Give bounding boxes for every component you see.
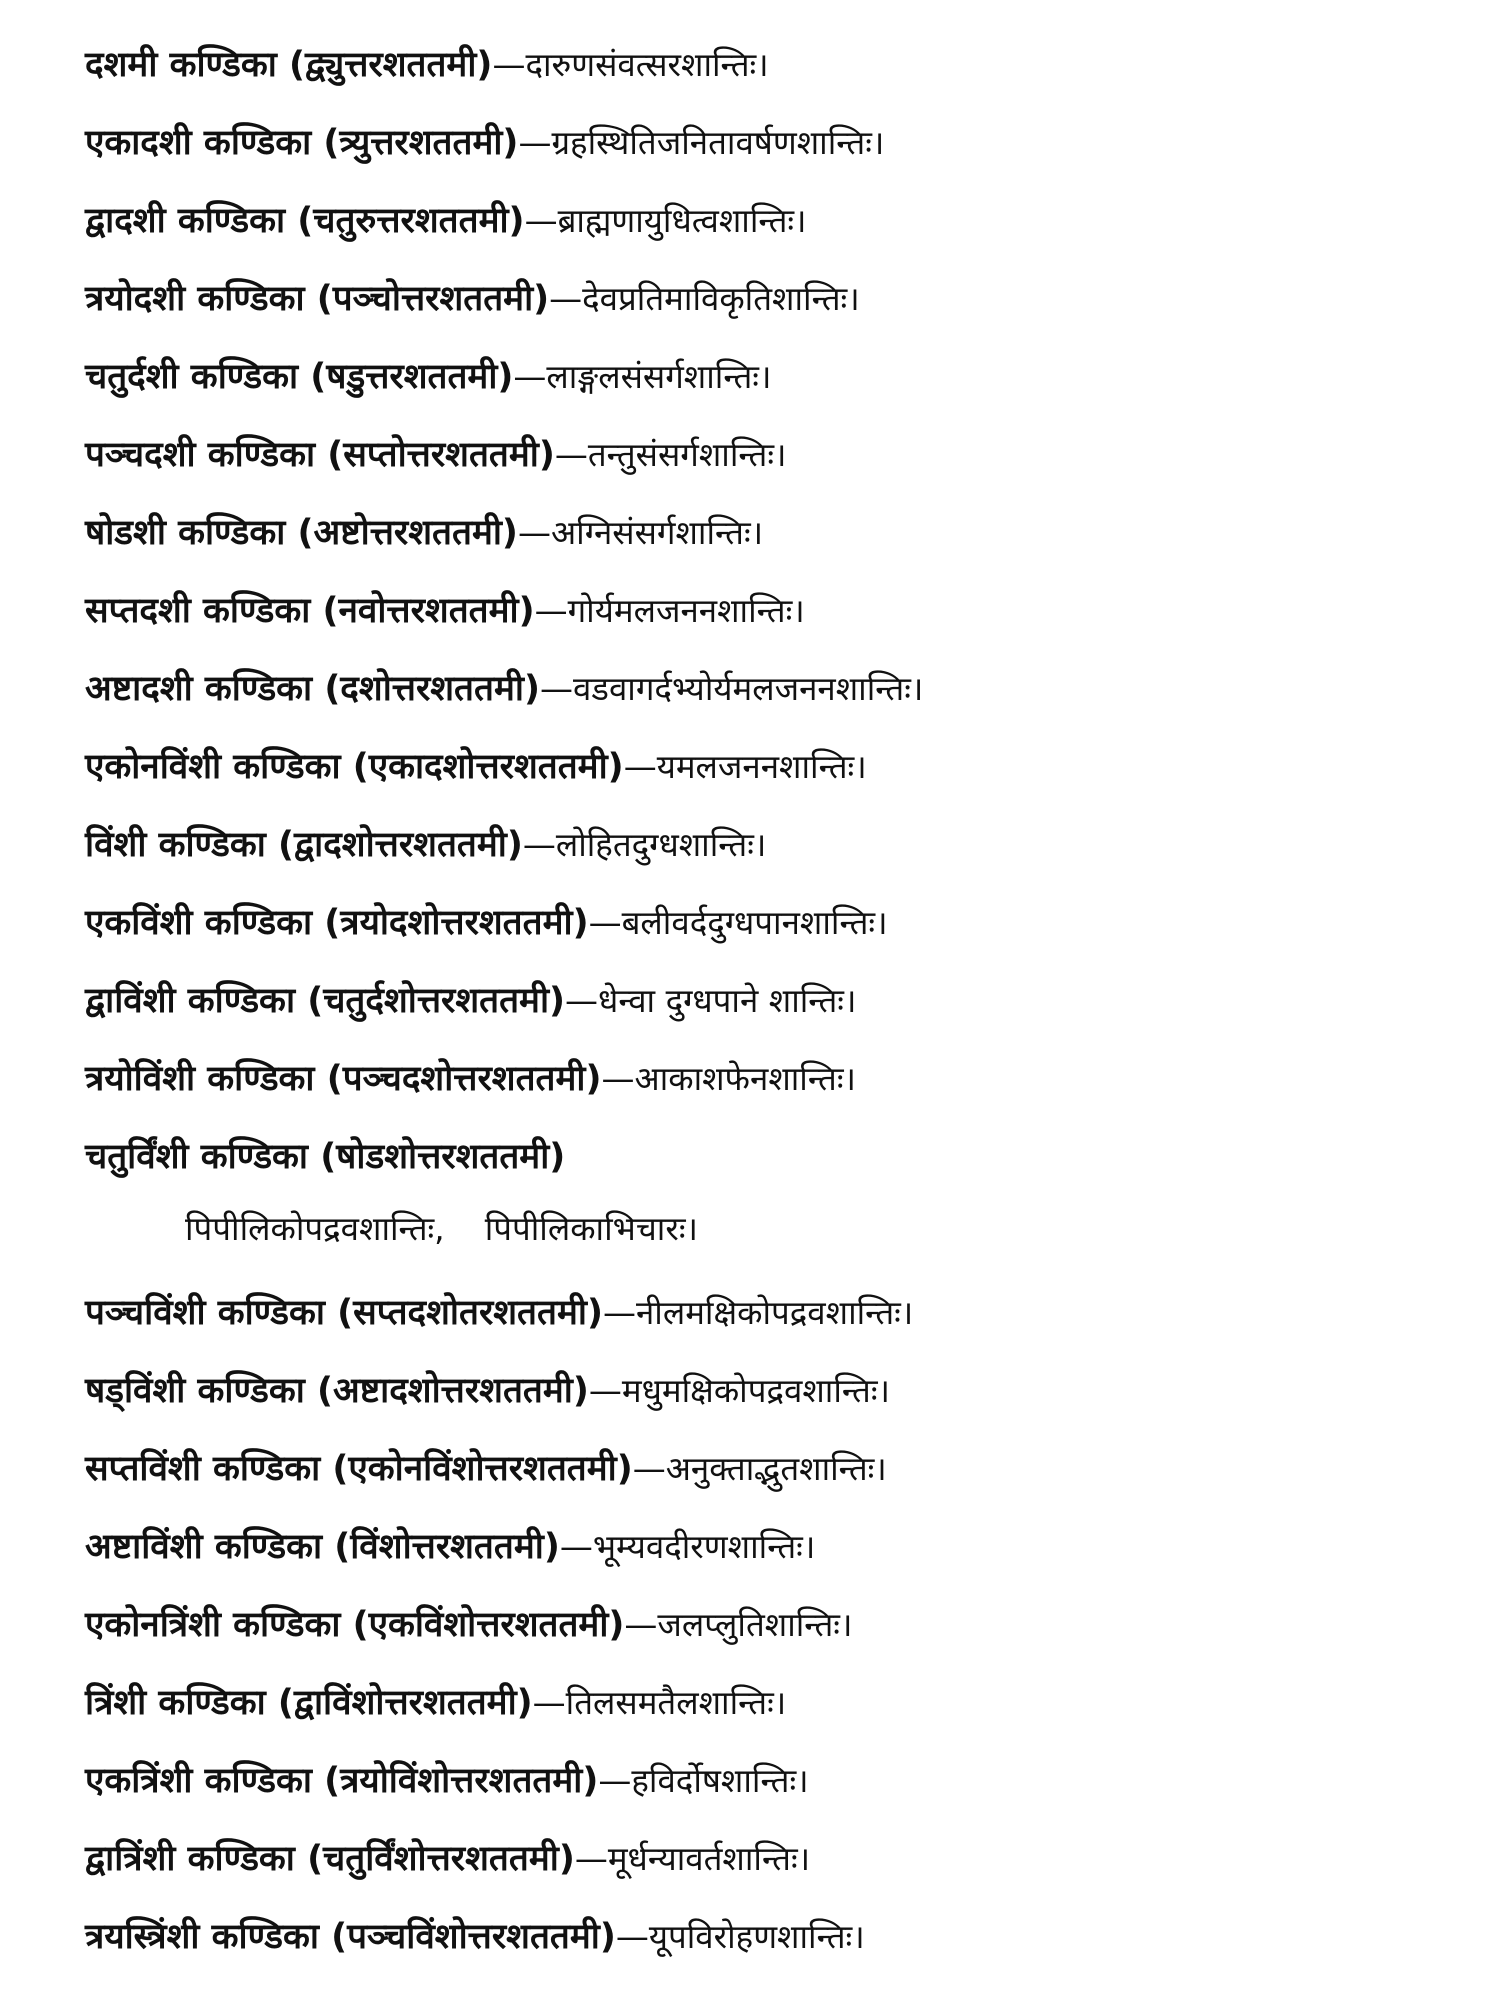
dash-separator: —: [554, 435, 588, 474]
kandika-heading: [85, 1839, 575, 1879]
kandika-number: (द्वाविंशोत्तरशततमी): [277, 1683, 533, 1723]
shanti-description: ब्राह्मणायुधित्वशान्तिः।: [557, 201, 807, 240]
dash-separator: —: [518, 123, 552, 162]
dash-separator: —: [517, 513, 551, 552]
dash-separator: —: [549, 279, 583, 318]
kandika-number: (त्रयोदशोत्तरशततमी): [324, 903, 589, 943]
kandika-heading: [85, 1605, 624, 1645]
kandika-name: षोडशी कण्डिका: [85, 513, 286, 553]
kandika-heading: [85, 201, 525, 241]
kandika-number: (एकविंशोत्तरशततमी): [352, 1605, 625, 1645]
dash-separator: —: [588, 1371, 622, 1410]
kandika-heading: [85, 1371, 589, 1411]
kandika-heading: [85, 123, 518, 163]
shanti-description: दारुणसंवत्सरशान्तिः।: [525, 45, 769, 84]
kandika-entry: [85, 1836, 810, 1882]
kandika-entry: [85, 510, 763, 556]
kandika-heading: [85, 1137, 565, 1177]
shanti-description: लाङ्गलसंसर्गशान्तिः।: [546, 357, 772, 396]
kandika-name: द्वात्रिंशी कण्डिका: [85, 1839, 295, 1879]
kandika-entry: [85, 1758, 809, 1804]
dash-separator: —: [539, 669, 573, 708]
kandika-entry: [85, 666, 923, 712]
kandika-name: त्रयस्त्रिंशी कण्डिका: [85, 1917, 319, 1957]
kandika-number: (त्रयोविंशोत्तरशततमी): [324, 1761, 599, 1801]
kandika-entry: [85, 432, 787, 478]
shanti-description: अनुक्ताद्भुतशान्तिः।: [665, 1449, 887, 1488]
dash-separator: —: [602, 1293, 636, 1332]
kandika-number: (दशोत्तरशततमी): [324, 669, 540, 709]
kandika-number: (द्वादशोत्तरशततमी): [278, 825, 523, 865]
kandika-heading: [85, 1917, 616, 1957]
shanti-description: मधुमक्षिकोपद्रवशान्तिः।: [621, 1371, 891, 1410]
kandika-entry: [85, 1446, 887, 1492]
kandika-entry: [85, 276, 860, 322]
kandika-name: पञ्चविंशी कण्डिका: [85, 1293, 325, 1333]
kandika-number: (विंशोत्तरशततमी): [334, 1527, 560, 1567]
dash-separator: —: [615, 1917, 649, 1956]
kandika-heading: [85, 669, 540, 709]
shanti-description: अग्निसंसर्गशान्तिः।: [550, 513, 764, 552]
kandika-name: एकोनविंशी कण्डिका: [85, 747, 341, 787]
kandika-heading: [85, 747, 624, 787]
kandika-heading: [85, 357, 513, 397]
kandika-entry: [85, 1680, 786, 1726]
kandika-name: अष्टादशी कण्डिका: [85, 669, 313, 709]
kandika-number: (नवोत्तरशततमी): [322, 591, 535, 631]
kandika-name: अष्टाविंशी कण्डिका: [85, 1527, 323, 1567]
shanti-description: यूपविरोहणशान्तिः।: [648, 1917, 865, 1956]
shanti-description: जलप्लुतिशान्तिः।: [657, 1605, 853, 1644]
kandika-entry: [85, 1914, 865, 1960]
kandika-name: एकोनत्रिंशी कण्डिका: [85, 1605, 341, 1645]
kandika-number: (पञ्चोत्तरशततमी): [316, 279, 550, 319]
kandika-heading: [85, 1683, 533, 1723]
kandika-entry: [85, 588, 805, 634]
kandika-heading: [85, 1293, 603, 1333]
kandika-heading: [85, 1449, 633, 1489]
kandika-heading: [85, 1761, 598, 1801]
kandika-heading: [85, 591, 535, 631]
kandika-name: त्रयोविंशी कण्डिका: [85, 1059, 315, 1099]
kandika-number: (पञ्चदशोत्तरशततमी): [326, 1059, 602, 1099]
kandika-entry: [85, 822, 766, 868]
dash-separator: —: [522, 825, 556, 864]
kandika-number: (चतुर्दशोत्तरशततमी): [307, 981, 566, 1021]
kandika-entry: [85, 1602, 852, 1648]
shanti-description: बलीवर्ददुग्धपानशान्तिः।: [621, 903, 888, 942]
kandika-name: चतुर्विंशी कण्डिका: [85, 1137, 308, 1177]
kandika-heading: [85, 279, 549, 319]
dash-separator: —: [524, 201, 558, 240]
shanti-description: नीलमक्षिकोपद्रवशान्तिः।: [635, 1293, 914, 1332]
dash-separator: —: [601, 1059, 635, 1098]
dash-separator: —: [598, 1761, 632, 1800]
kandika-number: (अष्टोत्तरशततमी): [297, 513, 518, 553]
kandika-heading: [85, 1527, 560, 1567]
kandika-name: त्रिंशी कण्डिका: [85, 1683, 266, 1723]
dash-separator: —: [623, 747, 657, 786]
shanti-description: मूर्धन्यावर्तशान्तिः।: [607, 1839, 811, 1878]
shanti-description: धेन्वा दुग्धपाने शान्तिः।: [598, 981, 857, 1020]
shanti-description: ग्रहस्थितिजनितावर्षणशान्तिः।: [551, 123, 885, 162]
kandika-name: दशमी कण्डिका: [85, 45, 277, 85]
kandika-name: त्रयोदशी कण्डिका: [85, 279, 305, 319]
kandika-number: (चतुर्विंशोत्तरशततमी): [307, 1839, 575, 1879]
kandika-heading: [85, 513, 518, 553]
kandika-name: सप्तदशी कण्डिका: [85, 591, 311, 631]
kandika-entry: [85, 744, 867, 790]
dash-separator: —: [588, 903, 622, 942]
kandika-name: सप्तविंशी कण्डिका: [85, 1449, 321, 1489]
kandika-number: (षडुत्तरशततमी): [310, 357, 514, 397]
dash-separator: —: [532, 1683, 566, 1722]
kandika-number: (सप्तदशोतरशततमी): [337, 1293, 603, 1333]
kandika-heading: [85, 825, 523, 865]
kandika-number: (द्व्युत्तरशततमी): [289, 45, 493, 85]
kandika-number: (त्र्युत्तरशततमी): [323, 123, 519, 163]
shanti-description: आकाशफेनशान्तिः।: [634, 1059, 856, 1098]
kandika-name: द्वाविंशी कण्डिका: [85, 981, 296, 1021]
kandika-number: (सप्तोत्तरशततमी): [327, 435, 555, 475]
kandika-entry: [85, 978, 856, 1024]
shanti-description: यमलजननशान्तिः।: [656, 747, 867, 786]
dash-separator: —: [492, 45, 526, 84]
dash-separator: —: [624, 1605, 658, 1644]
kandika-entry: [85, 120, 884, 166]
shanti-description: तन्तुसंसर्गशान्तिः।: [587, 435, 787, 474]
dash-separator: —: [574, 1839, 608, 1878]
kandika-name: एकत्रिंशी कण्डिका: [85, 1761, 312, 1801]
shanti-description: भूम्यवदीरणशान्तिः।: [592, 1527, 816, 1566]
kandika-heading: [85, 981, 565, 1021]
kandika-heading: [85, 45, 492, 85]
kandika-entry: [85, 1134, 565, 1180]
dash-separator: —: [632, 1449, 666, 1488]
kandika-name: द्वादशी कण्डिका: [85, 201, 286, 241]
shanti-description: हविर्दोषशान्तिः।: [631, 1761, 809, 1800]
kandika-entry: [85, 354, 771, 400]
kandika-number: (अष्टादशोत्तरशततमी): [316, 1371, 589, 1411]
shanti-sub-item: पिपीलिकोपद्रवशान्तिः,: [185, 1209, 445, 1248]
kandika-number: (पञ्चविंशोत्तरशततमी): [331, 1917, 616, 1957]
kandika-entry: [85, 198, 807, 244]
dash-separator: —: [565, 981, 599, 1020]
kandika-entry: [85, 1056, 856, 1102]
shanti-description: लोहितदुग्धशान्तिः।: [555, 825, 767, 864]
kandika-entry: [85, 1524, 815, 1570]
shanti-description: तिलसमतैलशान्तिः।: [565, 1683, 787, 1722]
shanti-description: देवप्रतिमाविकृतिशान्तिः।: [582, 279, 860, 318]
kandika-number: (षोडशोत्तरशततमी): [320, 1137, 566, 1177]
kandika-entry: [85, 1368, 890, 1414]
dash-separator: —: [534, 591, 568, 630]
kandika-name: षड्विंशी कण्डिका: [85, 1371, 305, 1411]
kandika-name: एकादशी कण्डिका: [85, 123, 312, 163]
kandika-name: चतुर्दशी कण्डिका: [85, 357, 299, 397]
kandika-entry: [85, 1290, 913, 1336]
kandika-number: (एकादशोत्तरशततमी): [352, 747, 624, 787]
kandika-entry: [85, 900, 888, 946]
dash-separator: —: [513, 357, 547, 396]
shanti-sub-line: [185, 1206, 698, 1252]
shanti-description: गोर्यमलजननशान्तिः।: [567, 591, 805, 630]
kandika-entry: [85, 42, 769, 88]
kandika-name: विंशी कण्डिका: [85, 825, 266, 865]
kandika-heading: [85, 435, 555, 475]
kandika-number: (चतुरुत्तरशततमी): [297, 201, 525, 241]
kandika-name: पञ्चदशी कण्डिका: [85, 435, 316, 475]
kandika-name: एकविंशी कण्डिका: [85, 903, 313, 943]
dash-separator: —: [559, 1527, 593, 1566]
kandika-number: (एकोनविंशोत्तरशततमी): [332, 1449, 633, 1489]
kandika-heading: [85, 903, 589, 943]
shanti-sub-item: पिपीलिकाभिचारः।: [484, 1209, 698, 1248]
kandika-heading: [85, 1059, 602, 1099]
shanti-description: वडवागर्दभ्योर्यमलजननशान्तिः।: [572, 669, 924, 708]
